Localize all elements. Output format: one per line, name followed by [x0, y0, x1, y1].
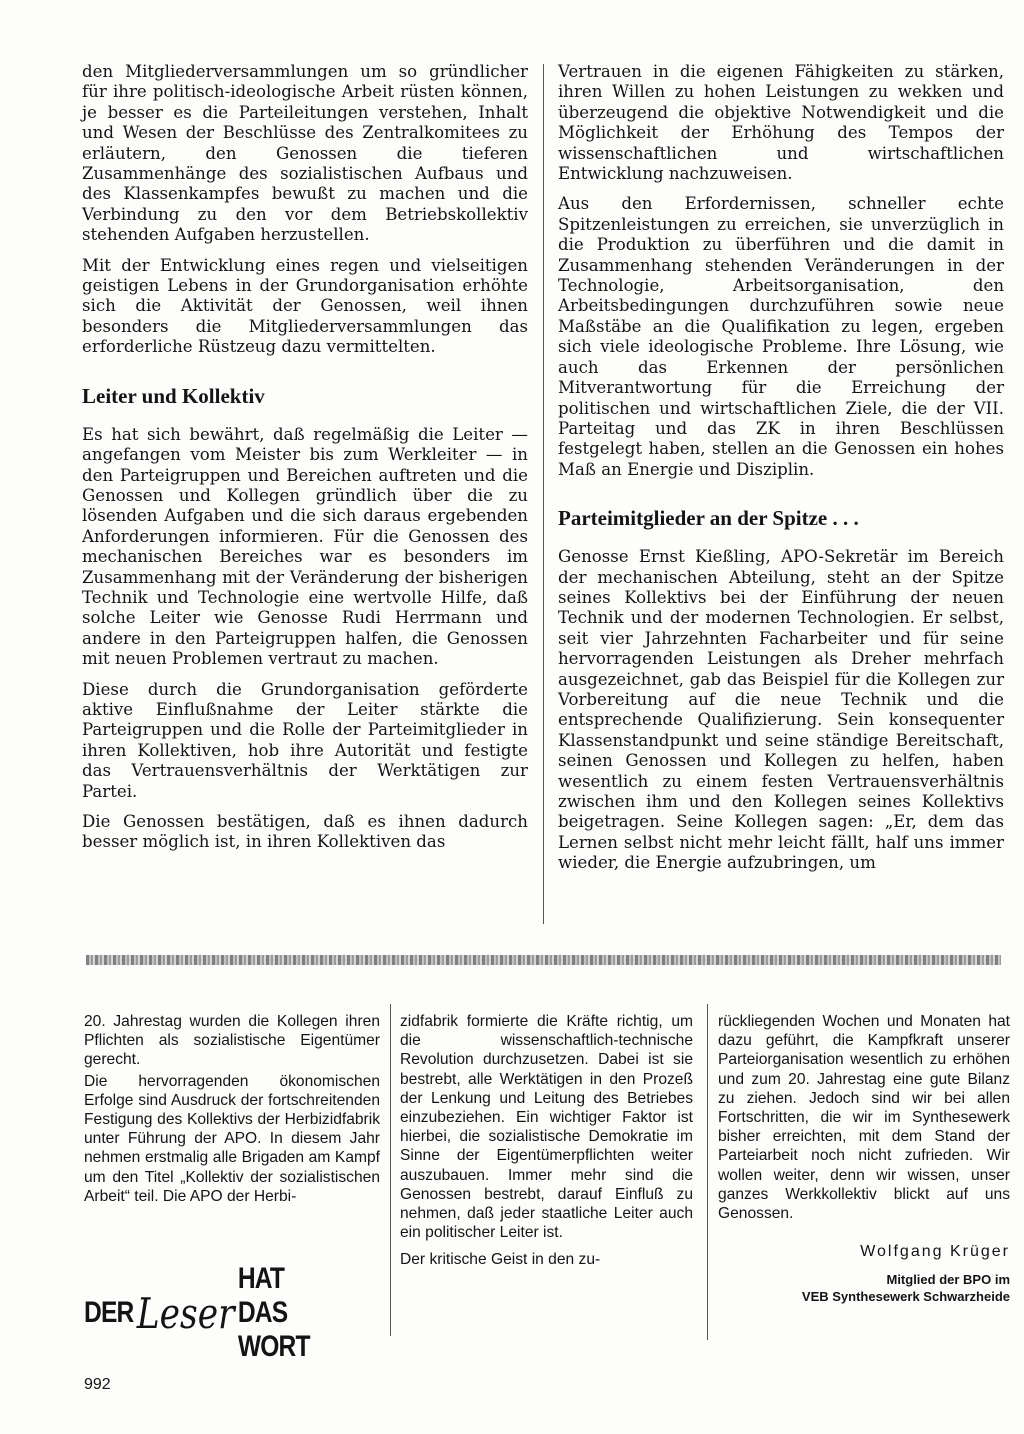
left-paragraph-3: Es hat sich bewährt, daß regelmäßig die Leiter — angefangen vom Meister bis zum Werkleiter — in den Parteigruppen und Bereichen auftreten und die Genossen und Kollegen gründlich über die zu lösenden Aufgaben und die sich daraus ergebenden Anforderungen informieren. Für die Genossen des mechanischen Bereiches war es besonders im Zusammenhang mit der Veränderung der bisherigen Technik und Technologie eine wertvolle Hilfe, daß solche Leiter wie Genosse Rudi Herrmann und andere in den Parteigruppen halfen, die Genossen mit neuen Problemen vertraut zu machen. — [82, 424, 528, 669]
left-column — [82, 62, 528, 863]
lower-divider-2 — [707, 1004, 708, 1340]
lower-col2-paragraph-2: Der kritische Geist in den zu- — [400, 1251, 601, 1269]
lower-column-3 — [718, 1012, 1010, 1305]
right-column — [558, 62, 1004, 884]
lower-col3-paragraph-1: rückliegenden Wochen und Monaten hat dazu geführt, die Kampfkraft unserer Parteiorganisation wesentlich zu erhöhen und zum 20. Jahrestag eine gute Bilanz zu ziehen. Jedoch sind wir bei allen Fortschritten, die wir im Synthesewerk bisher erreichten, mit dem Stand der Parteiarbeit noch nicht zufrieden. Wir wollen weiter, denn wir wissen, unser ganzes Werkkollektiv blickt auf uns Genossen. — [718, 1013, 1010, 1223]
signature-affiliation-1: Mitglied der BPO im — [886, 1272, 1010, 1288]
lower-col2-paragraph-1: zidfabrik formierte die Kräfte richtig, um die wissenschaftlich-technische Revolution durchzusetzen. Dabei ist sie bestrebt, alle Werktätigen in den Prozeß der Lenkung und Leitung des Betriebes einzubeziehen. Ein wichtiger Faktor ist hierbei, die sozialistische Demokratie im Sinne der Eigentümerpflichten weiter auszubauen. Immer mehr sind die Genossen bestrebt, darauf Einfluß zu nehmen, daß jeder staatliche Leiter auch ein politischer Leiter ist. — [400, 1013, 693, 1242]
left-paragraph-1: den Mitgliederversammlungen um so gründlicher für ihre politisch-ideologische Arbeit rüsten können, je besser es die Parteileitungen verstehen, Inhalt und Wesen der Beschlüsse des Zentralkomitees zu erläutern, den Genossen die tieferen Zusammenhänge des sozialistischen Aufbaus und des Klassenkampfes bewußt zu machen und die Verbindung zu den vor dem Betriebskollektiv stehenden Aufgaben herzustellen. — [82, 62, 528, 245]
lower-col1-paragraph-2: Die hervorragenden ökonomischen Erfolge sind Ausdruck der fortschreitenden Festigung des Kollektivs der Herbizidfabrik unter Führung der APO. In diesem Jahr nehmen erstmalig alle Brigaden am Kampf um den Titel „Kollektiv der sozialistischen Arbeit“ teil. Die APO der Herbi- — [84, 1072, 380, 1205]
lower-column-1 — [84, 1012, 380, 1208]
separator-band — [86, 955, 1001, 965]
lower-column-2 — [400, 1012, 693, 1272]
page-number: 992 — [84, 1376, 111, 1393]
leser-hat-das-wort-logo — [84, 1262, 315, 1363]
left-paragraph-2: Mit der Entwicklung eines regen und vielseitigen geistigen Lebens in der Grundorganisation erhöhte sich die Aktivität der Genossen, weil ihnen besonders die Mitgliederversammlungen das erforderliche Rüstzeug dazu vermittelten. — [82, 255, 528, 357]
left-paragraph-4: Diese durch die Grundorganisation geförderte aktive Einflußnahme der Leiter stärkte die Parteigruppen und die Rolle der Parteimitglieder in ihren Kollektiven, hob ihre Autorität und festigte das Vertrauensverhältnis der Werktätigen zur Partei. — [82, 679, 528, 801]
signature-name: Wolfgang Krüger — [860, 1243, 1010, 1261]
logo-left: DER — [84, 1296, 134, 1329]
right-paragraph-3: Genosse Ernst Kießling, APO-Sekretär im Bereich der mechanischen Abteilung, steht an der Spitze seines Kollektivs bei der Einführung der neuen Technik und der modernen Technologien. Er selbst, seit vier Jahrzehnten Facharbeiter und für seine hervorragenden Leistungen als Dreher mehrfach ausgezeichnet, gab das Beispiel für die Kollegen zur Vorbereitung auf die neue Technik und die entsprechende Qualifizierung. Sein konsequenter Klassenstandpunkt und seine ständige Bereitschaft, seinen Genossen und Kollegen zu helfen, haben wesentlich zu einem festen Vertrauensverhältnis zwischen ihm und den Kollegen seines Kollektivs beigetragen. Seine Kollegen sagen: „Er, dem das Lernen selbst nicht mehr leicht fällt, half uns immer wieder, die Energie aufzubringen, um — [558, 547, 1004, 873]
section-heading-leiter: Leiter und Kollektiv — [82, 383, 265, 408]
right-paragraph-2: Aus den Erfordernissen, schneller echte Spitzenleistungen zu erreichen, sie unverzüglich in die Produktion zu überführen und die damit in Zusammenhang stehenden Veränderungen in der Technologie, Arbeitsorganisation, den Arbeitsbedingungen durchzuführen sowie neue Maßstäbe an die Qualifikation zu legen, ergeben sich viele ideologische Probleme. Ihre Lösung, wie auch das Erkennen der persönlichen Mitverantwortung für die Erreichung der politischen und wirtschaftlichen Ziele, die der VII. Parteitag und das ZK in ihren Beschlüssen festgelegt haben, stellen an die Genossen ein hohes Maß an Energie und Disziplin. — [558, 194, 1004, 479]
right-paragraph-1: Vertrauen in die eigenen Fähigkeiten zu stärken, ihren Willen zu hohen Leistungen zu wekken und überzeugend die objektive Notwendigkeit und die Möglichkeit der Erhöhung des Tempos der wissenschaftlichen und wirtschaftlichen Entwicklung nachzuweisen. — [558, 62, 1004, 184]
lower-divider-1 — [390, 1004, 391, 1336]
left-paragraph-5: Die Genossen bestätigen, daß es ihnen dadurch besser möglich ist, in ihren Kollektiven das — [82, 812, 528, 852]
section-heading-parteimitglieder: Parteimitglieder an der Spitze . . . — [558, 506, 859, 531]
column-divider — [543, 64, 544, 924]
signature-affiliation-2: VEB Synthesewerk Schwarzheide — [801, 1289, 1010, 1305]
lower-col1-paragraph-1: 20. Jahrestag wurden die Kollegen ihren Pflichten als sozialistische Eigentümer gerecht. — [84, 1013, 380, 1069]
logo-right: HAT DAS WORT — [237, 1262, 310, 1363]
logo-script: Leser — [136, 1288, 235, 1338]
